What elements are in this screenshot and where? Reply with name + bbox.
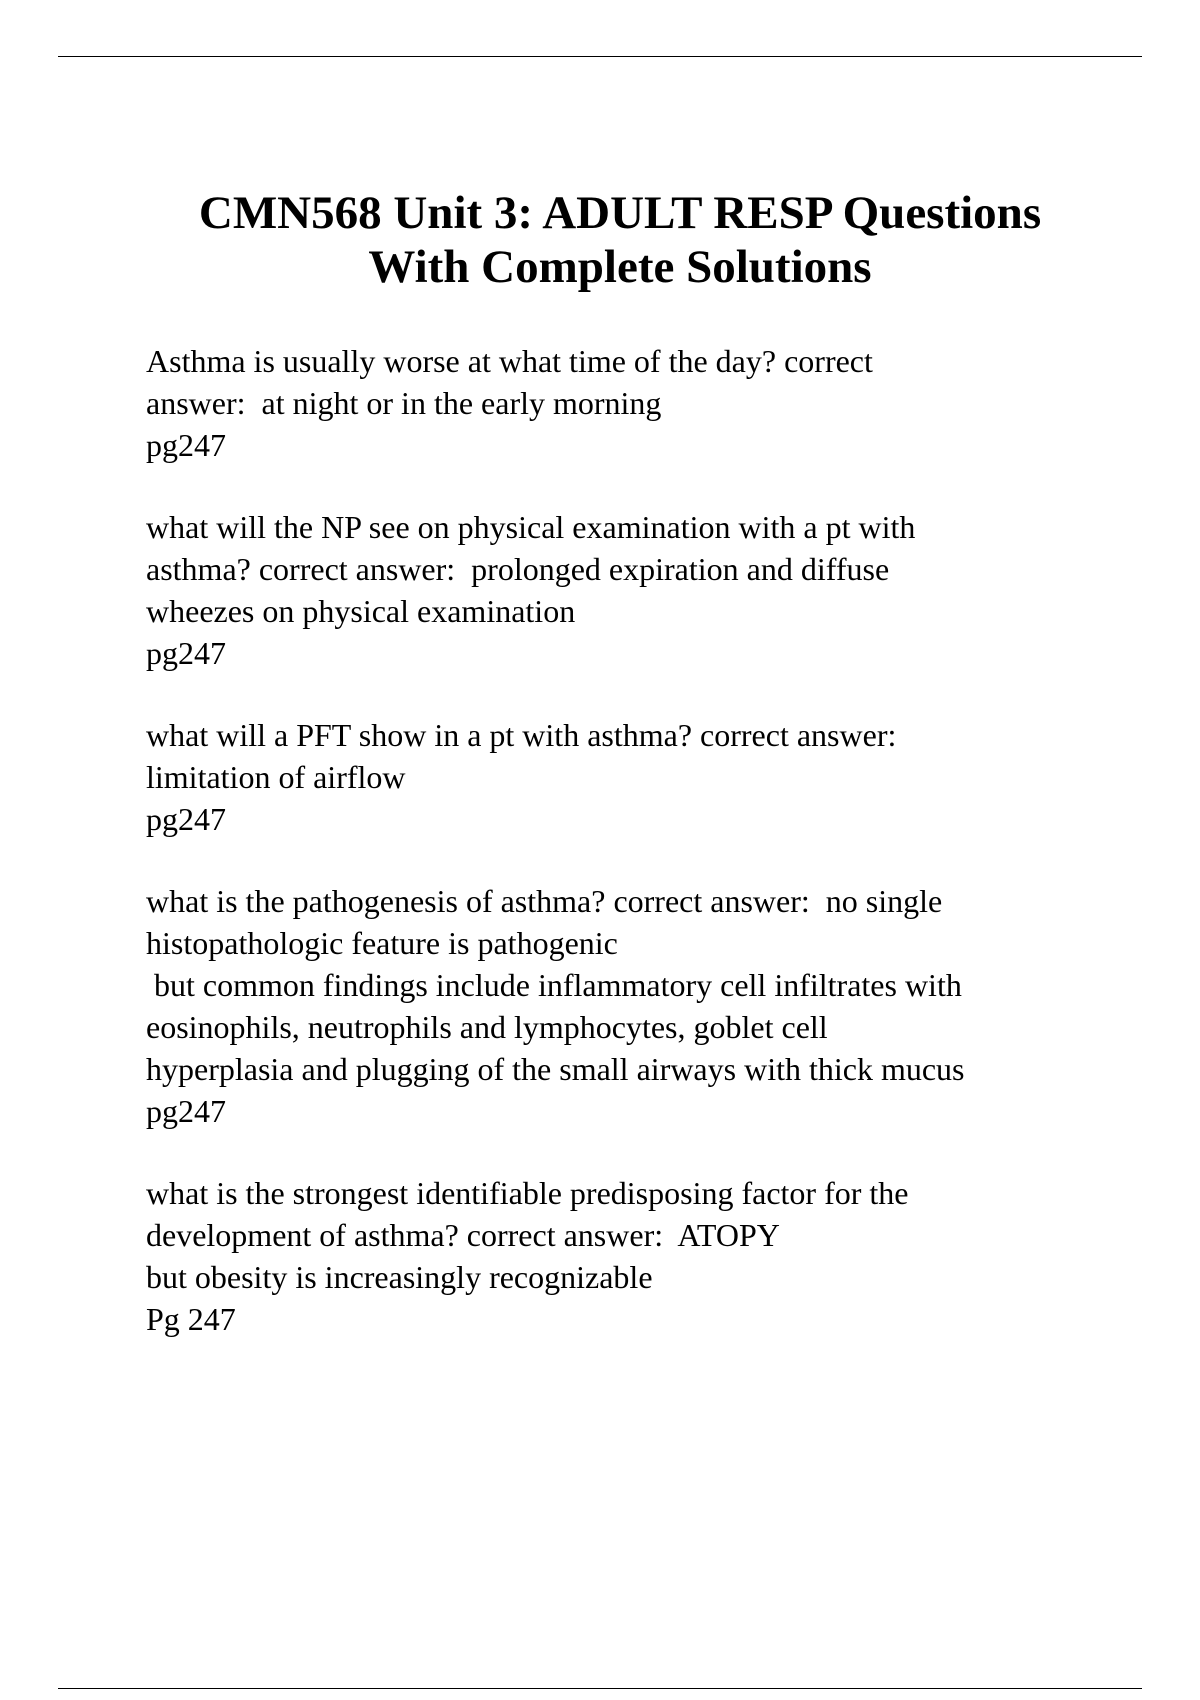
document-title [80,186,1160,294]
question-text-line: but common findings include inflammatory cell infiltrates with [146,967,962,1003]
question-text-line: development of asthma? correct answer: ATOPY [146,1217,780,1253]
page-reference: pg247 [146,801,226,837]
question-item [146,506,1146,674]
question-text-line: histopathologic feature is pathogenic [146,925,618,961]
page-reference: pg247 [146,635,226,671]
question-text-line: asthma? correct answer: prolonged expiration and diffuse [146,551,890,587]
question-text-line: Asthma is usually worse at what time of the day? correct [146,343,873,379]
question-text-line: what is the pathogenesis of asthma? correct answer: no single [146,883,943,919]
page-reference: Pg 247 [146,1301,236,1337]
top-rule [58,56,1142,57]
question-text-line: what will a PFT show in a pt with asthma? correct answer: [146,717,897,753]
question-text-line: what is the strongest identifiable predisposing factor for the [146,1175,909,1211]
question-text-line: but obesity is increasingly recognizable [146,1259,653,1295]
question-item [146,340,1146,466]
question-text-line: what will the NP see on physical examination with a pt with [146,509,916,545]
question-list [146,340,1146,1380]
title-line: With Complete Solutions [368,241,872,293]
question-text-line: answer: at night or in the early morning [146,385,662,421]
question-item [146,714,1146,840]
question-text-line: eosinophils, neutrophils and lymphocytes, goblet cell [146,1009,828,1045]
page-reference: pg247 [146,427,226,463]
question-text-line: wheezes on physical examination [146,593,576,629]
title-line: CMN568 Unit 3: ADULT RESP Questions [198,187,1042,239]
question-item [146,880,1146,1132]
question-text-line: hyperplasia and plugging of the small airways with thick mucus [146,1051,965,1087]
page-reference: pg247 [146,1093,226,1129]
question-item [146,1172,1146,1340]
bottom-rule [58,1688,1142,1689]
question-text-line: limitation of airflow [146,759,406,795]
